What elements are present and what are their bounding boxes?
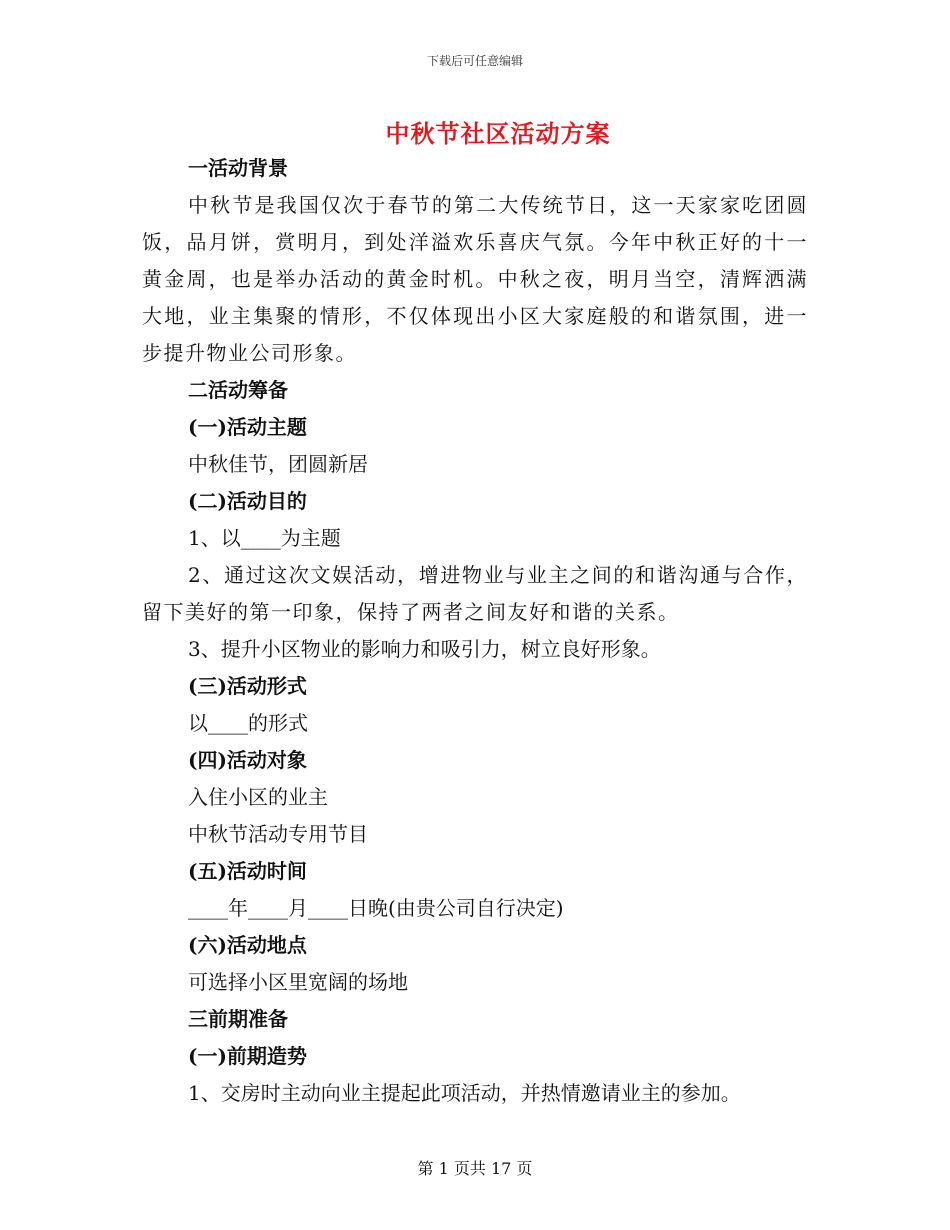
section-heading: 一活动背景 bbox=[188, 156, 288, 180]
subsection-heading: (六)活动地点 bbox=[188, 933, 307, 957]
page-footer: 第 1 页共 17 页 bbox=[417, 1159, 533, 1178]
subsection-heading: (一)活动主题 bbox=[188, 415, 307, 439]
background-paragraph: 中秋节是我国仅次于春节的第二大传统节日，这一天家家吃团圆饭，品月饼，赏明月，到处洋溢欢乐喜庆气氛。今年中秋正好的十一黄金周，也是举办活动的黄金时机。中秋之夜，明月当空，清辉洒满大地，业主集聚的情形，不仅体现出小区大家庭般的和谐氛围，进一步提升物业公司形象。 bbox=[142, 193, 808, 365]
section-heading: 三前期准备 bbox=[188, 1007, 288, 1031]
section-heading: 二活动筹备 bbox=[188, 378, 288, 402]
body-line: 中秋节活动专用节目 bbox=[188, 822, 368, 846]
document-body bbox=[142, 150, 808, 1112]
list-item: 1、交房时主动向业主提起此项活动，并热情邀请业主的参加。 bbox=[188, 1081, 741, 1105]
list-item: 2、通过这次文娱活动，增进物业与业主之间的和谐沟通与合作，留下美好的第一印象，保持了两者之间友好和谐的关系。 bbox=[142, 563, 808, 624]
list-item: 3、提升小区物业的影响力和吸引力，树立良好形象。 bbox=[188, 637, 661, 661]
subsection-heading: (三)活动形式 bbox=[188, 674, 307, 698]
list-item: 1、以____为主题 bbox=[188, 526, 341, 550]
header-note: 下载后可任意编辑 bbox=[426, 54, 523, 68]
body-line: 可选择小区里宽阔的场地 bbox=[188, 970, 408, 994]
body-line: 以____的形式 bbox=[188, 711, 308, 735]
body-line: ____年____月____日晚(由贵公司自行决定) bbox=[188, 896, 564, 920]
body-line: 入住小区的业主 bbox=[188, 785, 328, 809]
subsection-heading: (四)活动对象 bbox=[188, 748, 307, 772]
subsection-heading: (五)活动时间 bbox=[188, 859, 307, 883]
subsection-heading: (二)活动目的 bbox=[188, 489, 307, 513]
document-title: 中秋节社区活动方案 bbox=[385, 119, 611, 148]
subsection-heading: (一)前期造势 bbox=[188, 1044, 307, 1068]
body-line: 中秋佳节，团圆新居 bbox=[188, 452, 368, 476]
